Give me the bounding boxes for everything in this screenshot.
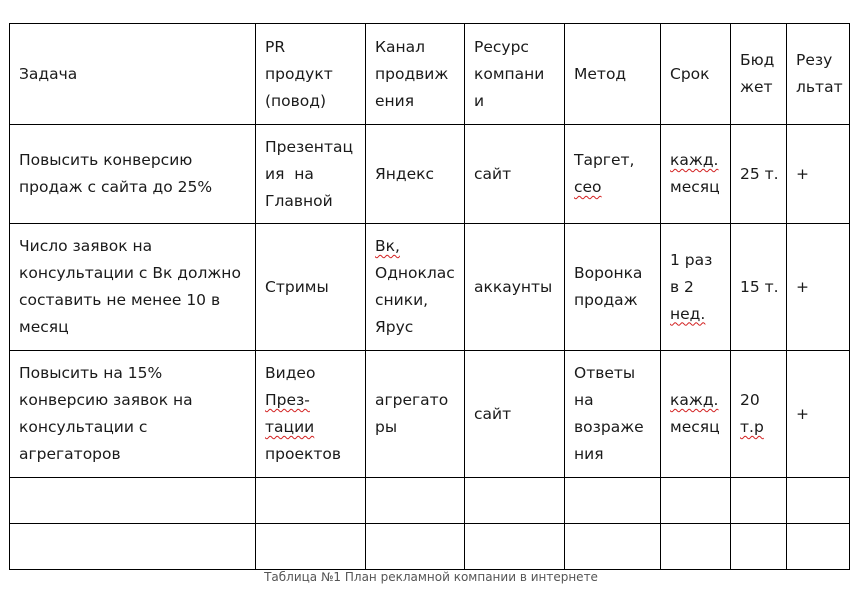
cell-resource: сайт [465, 125, 565, 224]
table-row [10, 351, 850, 478]
empty-cell [731, 524, 787, 570]
header-cell-budget: Бюд жет [731, 24, 787, 125]
header-cell-pr-product: PR продукт (повод) [256, 24, 366, 125]
cell-result: + [787, 125, 850, 224]
empty-cell [661, 524, 731, 570]
cell-task: Повысить на 15% конверсию заявок на консультации с агрегаторов [10, 351, 256, 478]
empty-cell [256, 524, 366, 570]
empty-cell [661, 478, 731, 524]
empty-table-row [10, 478, 850, 524]
cell-resource: сайт [465, 351, 565, 478]
cell-task: Число заявок на консультации с Вк должно составить не менее 10 в месяц [10, 224, 256, 351]
empty-cell [787, 524, 850, 570]
cell-resource: аккаунты [465, 224, 565, 351]
header-row [10, 24, 850, 125]
header-cell-term: Срок [661, 24, 731, 125]
header-cell-method: Метод [565, 24, 661, 125]
empty-table-row [10, 524, 850, 570]
cell-method: Воронка продаж [565, 224, 661, 351]
cell-budget: 25 т. [731, 125, 787, 224]
cell-result: + [787, 351, 850, 478]
empty-cell [465, 478, 565, 524]
cell-pr-product: Видео През- тации проектов [256, 351, 366, 478]
cell-channel: агрегато ры [366, 351, 465, 478]
empty-cell [10, 524, 256, 570]
cell-budget: 20 т.р [731, 351, 787, 478]
cell-term: кажд. месяц [661, 125, 731, 224]
empty-cell [366, 478, 465, 524]
cell-result: + [787, 224, 850, 351]
cell-channel: Яндекс [366, 125, 465, 224]
empty-cell [256, 478, 366, 524]
cell-pr-product: Стримы [256, 224, 366, 351]
cell-channel: Вк, Однoклас сники, Ярус [366, 224, 465, 351]
empty-cell [565, 478, 661, 524]
empty-cell [366, 524, 465, 570]
header-cell-result: Резу льтат [787, 24, 850, 125]
empty-cell [565, 524, 661, 570]
cell-task: Повысить конверсию продаж с сайта до 25% [10, 125, 256, 224]
cell-method: Ответы на возраже ния [565, 351, 661, 478]
cell-pr-product: Презентац ия на Главной [256, 125, 366, 224]
header-cell-task: Задача [10, 24, 256, 125]
empty-cell [787, 478, 850, 524]
table-row [10, 224, 850, 351]
header-cell-channel: Канал продвиж ения [366, 24, 465, 125]
table-row [10, 125, 850, 224]
empty-cell [465, 524, 565, 570]
empty-cell [731, 478, 787, 524]
cell-term: кажд. месяц [661, 351, 731, 478]
empty-cell [10, 478, 256, 524]
cell-term: 1 раз в 2 нед. [661, 224, 731, 351]
cell-budget: 15 т. [731, 224, 787, 351]
table-caption: Таблица №1 План рекламной компании в интернете [264, 570, 598, 584]
cell-method: Таргет, сео [565, 125, 661, 224]
header-cell-resource: Ресурс компани и [465, 24, 565, 125]
ad-plan-table [9, 23, 850, 570]
